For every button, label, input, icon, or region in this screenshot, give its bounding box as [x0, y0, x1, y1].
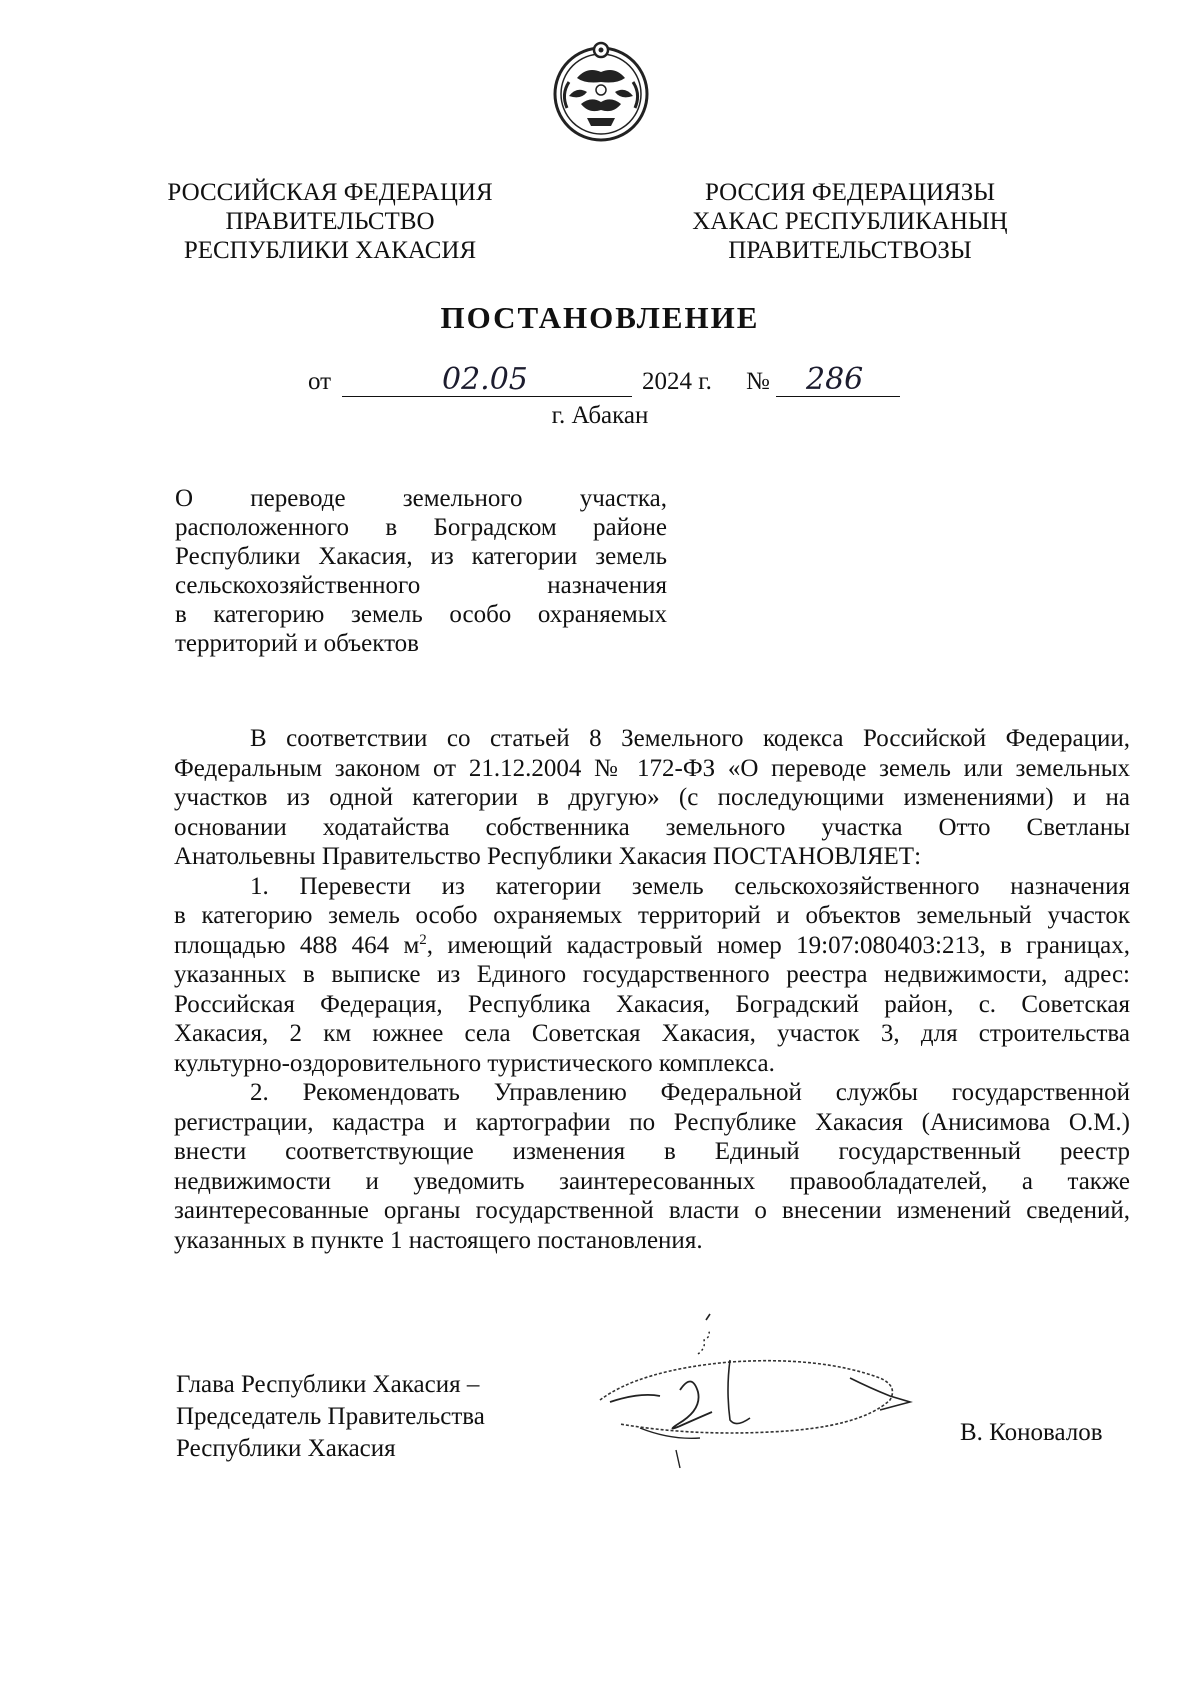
item-2-line: регистрации, кадастра и картографии по Республике Хакасия (Анисимова О.М.)	[174, 1108, 1130, 1136]
item-2-line: указанных в пункте 1 настоящего постановления.	[174, 1226, 703, 1254]
header-left-line-3: РЕСПУБЛИКИ ХАКАСИЯ	[183, 237, 477, 264]
area-superscript: 2	[419, 931, 427, 948]
item-2-line: недвижимости и уведомить заинтересованных правообладателей, а также	[174, 1167, 1130, 1195]
position-line: Глава Республики Хакасия –	[176, 1371, 480, 1398]
item-1-line: культурно-оздоровительного туристического комплекса.	[174, 1049, 775, 1077]
item-2-line: заинтересованные органы государственной власти о внесении изменений сведений,	[174, 1197, 1130, 1224]
item-2-line: внести соответствующие изменения в Единый государственный реестр	[174, 1138, 1130, 1165]
header-right-line-2: ХАКАС РЕСПУБЛИКАНЫҢ	[692, 208, 1008, 235]
item-1-line: в категорию земель особо охраняемых территорий и объектов земельный участок	[174, 902, 1130, 929]
item-1-line: Российская Федерация, Республика Хакасия, Боградский район, с. Советская	[174, 990, 1130, 1018]
document-body	[174, 724, 1130, 1255]
item-1-line: указанных в выписке из Единого государственного реестра недвижимости, адрес:	[174, 961, 1130, 988]
header-left-line-1: РОССИЙСКАЯ ФЕДЕРАЦИЯ	[167, 179, 493, 206]
preamble-line: участков из одной категории в другую» (с последующими изменениями) и на	[174, 784, 1130, 811]
subject-line: О переводе земельного участка,	[175, 485, 667, 512]
signatory-name: В. Коновалов	[960, 1419, 1103, 1446]
subject-line: Республики Хакасия, из категории земель	[175, 543, 667, 570]
date-from-label: от	[308, 368, 332, 395]
date-number-line	[0, 362, 1200, 402]
subject-line: территорий и объектов	[175, 630, 419, 657]
header-khakas	[650, 178, 1050, 265]
preamble-line: Анатольевны Правительство Республики Хакасия ПОСТАНОВЛЯЕТ:	[174, 843, 922, 870]
item-1-line: 1. Перевести из категории земель сельскохозяйственного назначения	[250, 872, 1130, 900]
subject-line: расположенного в Боградском районе	[175, 514, 667, 541]
year-label: 2024 г.	[642, 368, 712, 395]
number-label: №	[746, 368, 770, 395]
header-left-line-2: ПРАВИТЕЛЬСТВО	[225, 208, 435, 235]
position-line: Республики Хакасия	[176, 1435, 396, 1462]
cadastral-text: , имеющий кадастровый номер 19:07:080403:213, в границах,	[426, 931, 1130, 959]
header-right-line-3: ПРАВИТЕЛЬСТВОЗЫ	[728, 237, 972, 264]
item-1-area-line	[174, 931, 1130, 961]
preamble-line: Федеральным законом от 21.12.2004 № 172-ФЗ «О переводе земель или земельных	[174, 754, 1130, 782]
preamble-line: основании ходатайства собственника земельного участка Отто Светланы	[174, 813, 1130, 841]
item-1-line: Хакасия, 2 км южнее села Советская Хакасия, участок 3, для строительства	[174, 1020, 1130, 1047]
area-text: площадью 488 464 м	[174, 931, 420, 959]
preamble-line: В соответствии со статьей 8 Земельного кодекса Российской Федерации,	[250, 725, 1130, 752]
item-2-line: 2. Рекомендовать Управлению Федеральной службы государственной	[250, 1079, 1130, 1106]
handwritten-signature-icon	[580, 1300, 940, 1500]
header-right-line-1: РОССИЯ ФЕДЕРАЦИЯЗЫ	[704, 179, 996, 206]
date-handwritten: 02.05	[442, 362, 528, 397]
document-subject	[175, 484, 667, 658]
city: г. Абакан	[551, 402, 649, 429]
position-line: Председатель Правительства	[176, 1403, 485, 1430]
header-russian	[130, 178, 530, 265]
subject-line: в категорию земель особо охраняемых	[175, 601, 667, 628]
signatory-position	[176, 1369, 485, 1465]
coat-of-arms-emblem-icon	[547, 38, 655, 146]
document-title: ПОСТАНОВЛЕНИЕ	[440, 300, 760, 335]
number-handwritten: 286	[806, 362, 864, 397]
subject-line: сельскохозяйственного назначения	[175, 572, 667, 599]
